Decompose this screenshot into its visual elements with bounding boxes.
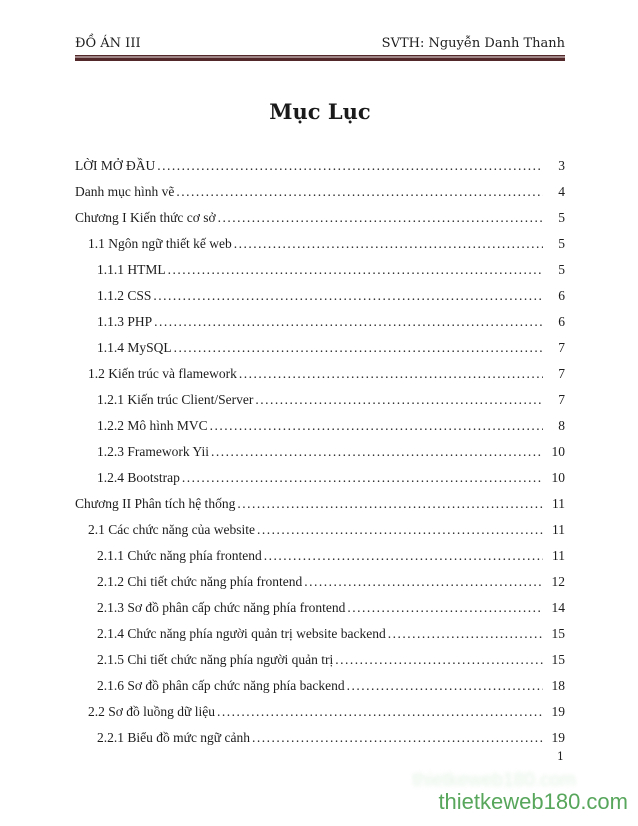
dot-leader [153,283,543,309]
watermark-link[interactable]: thietkeweb180.com [438,789,628,814]
toc-entry-label: 2.1.5 Chi tiết chức năng phía người quản trị [97,652,334,667]
toc-entry-page: 7 [558,366,565,381]
toc-entry-page: 5 [558,210,565,225]
header-right-text: SVTH: Nguyễn Danh Thanh [381,36,565,51]
dot-leader [217,699,543,725]
toc-entry-label: 1.2 Kiến trúc và flamework [88,366,237,381]
toc-entry [75,647,565,673]
toc-entry-label: Danh mục hình vẽ [75,184,175,199]
page-number: 1 [557,750,564,763]
toc-entry-page: 7 [558,392,565,407]
toc-entry-label: 2.2.1 Biểu đồ mức ngữ cảnh [97,730,250,745]
toc-entry-page: 10 [551,444,565,459]
toc-entry-page: 11 [552,522,565,537]
toc-entry-page: 3 [558,158,565,173]
header-left-text: ĐỒ ÁN III [75,36,141,51]
running-header [75,36,565,51]
toc-entry-page: 4 [558,184,565,199]
toc-entry [75,569,565,595]
toc-entry [75,465,565,491]
toc-entry [75,621,565,647]
dot-leader [168,257,543,283]
toc-entry-label: 1.2.4 Bootstrap [97,470,180,485]
page-title: Mục Lục [269,99,371,124]
toc-entry-label: 2.1.3 Sơ đồ phân cấp chức năng phía frontend [97,600,346,615]
toc-entry-label: 2.1.1 Chức năng phía frontend [97,548,262,563]
dot-leader [388,621,543,647]
toc-entry-label: 2.2 Sơ đồ luồng dữ liệu [88,704,215,719]
toc-entry [75,699,565,725]
toc-entry [75,179,565,205]
toc-entry [75,231,565,257]
toc-entry-label: 1.1.4 MySQL [97,340,172,355]
toc-entry [75,335,565,361]
toc-entry [75,205,565,231]
toc-entry [75,283,565,309]
toc-entry-label: Chương I Kiến thức cơ sở [75,210,216,225]
dot-leader [234,231,543,257]
toc-entry [75,387,565,413]
toc-entry [75,725,565,751]
toc-entry-page: 15 [551,626,565,641]
dot-leader [174,335,543,361]
toc-list [75,153,565,751]
toc-entry-page: 6 [558,288,565,303]
dot-leader [347,673,543,699]
dot-leader [237,491,543,517]
toc-entry [75,257,565,283]
toc-entry-page: 12 [551,574,565,589]
dot-leader [176,179,543,205]
dot-leader [211,439,543,465]
toc-entry-page: 18 [551,678,565,693]
dot-leader [257,517,543,543]
toc-entry [75,491,565,517]
toc-entry-label: 1.1.2 CSS [97,288,152,303]
toc-entry-page: 10 [551,470,565,485]
dot-leader [218,205,543,231]
toc-entry [75,673,565,699]
dot-leader [182,465,543,491]
toc-entry [75,413,565,439]
toc-entry [75,153,565,179]
toc-entry-page: 7 [558,340,565,355]
toc-entry-page: 15 [551,652,565,667]
toc-entry [75,309,565,335]
toc-entry [75,595,565,621]
dot-leader [304,569,543,595]
toc-entry-page: 5 [558,262,565,277]
watermark-echo: thietkeweb180.com [412,770,576,791]
toc-entry-page: 14 [551,600,565,615]
toc-entry-label: 1.2.3 Framework Yii [97,444,209,459]
toc-entry [75,361,565,387]
dot-leader [335,647,543,673]
toc-entry-label: 2.1.6 Sơ đồ phân cấp chức năng phía backend [97,678,345,693]
toc-entry-label: 1.2.1 Kiến trúc Client/Server [97,392,254,407]
toc-entry [75,543,565,569]
toc-entry-label: 2.1.4 Chức năng phía người quản trị website backend [97,626,386,641]
dot-leader [157,153,543,179]
toc-entry-label: 2.1 Các chức năng của website [88,522,256,537]
toc-entry-label: 1.1 Ngôn ngữ thiết kế web [88,236,232,251]
toc-entry-label: LỜI MỞ ĐẦU [75,158,156,173]
toc-entry [75,517,565,543]
toc-entry-label: 1.1.3 PHP [97,314,153,329]
dot-leader [252,725,543,751]
toc-entry [75,439,565,465]
toc-entry-page: 11 [552,496,565,511]
toc-entry-label: Chương II Phân tích hệ thống [75,496,236,511]
dot-leader [239,361,543,387]
dot-leader [347,595,543,621]
dot-leader [264,543,543,569]
toc-entry-page: 11 [552,548,565,563]
toc-entry-page: 19 [551,730,565,745]
toc-entry-page: 5 [558,236,565,251]
toc-entry-label: 2.1.2 Chi tiết chức năng phía frontend [97,574,303,589]
toc-entry-page: 6 [558,314,565,329]
header-rule-divider [75,55,565,61]
toc-entry-label: 1.1.1 HTML [97,262,166,277]
dot-leader [210,413,543,439]
toc-entry-page: 19 [551,704,565,719]
toc-entry-label: 1.2.2 Mô hình MVC [97,418,208,433]
dot-leader [154,309,543,335]
toc-entry-page: 8 [558,418,565,433]
dot-leader [255,387,543,413]
